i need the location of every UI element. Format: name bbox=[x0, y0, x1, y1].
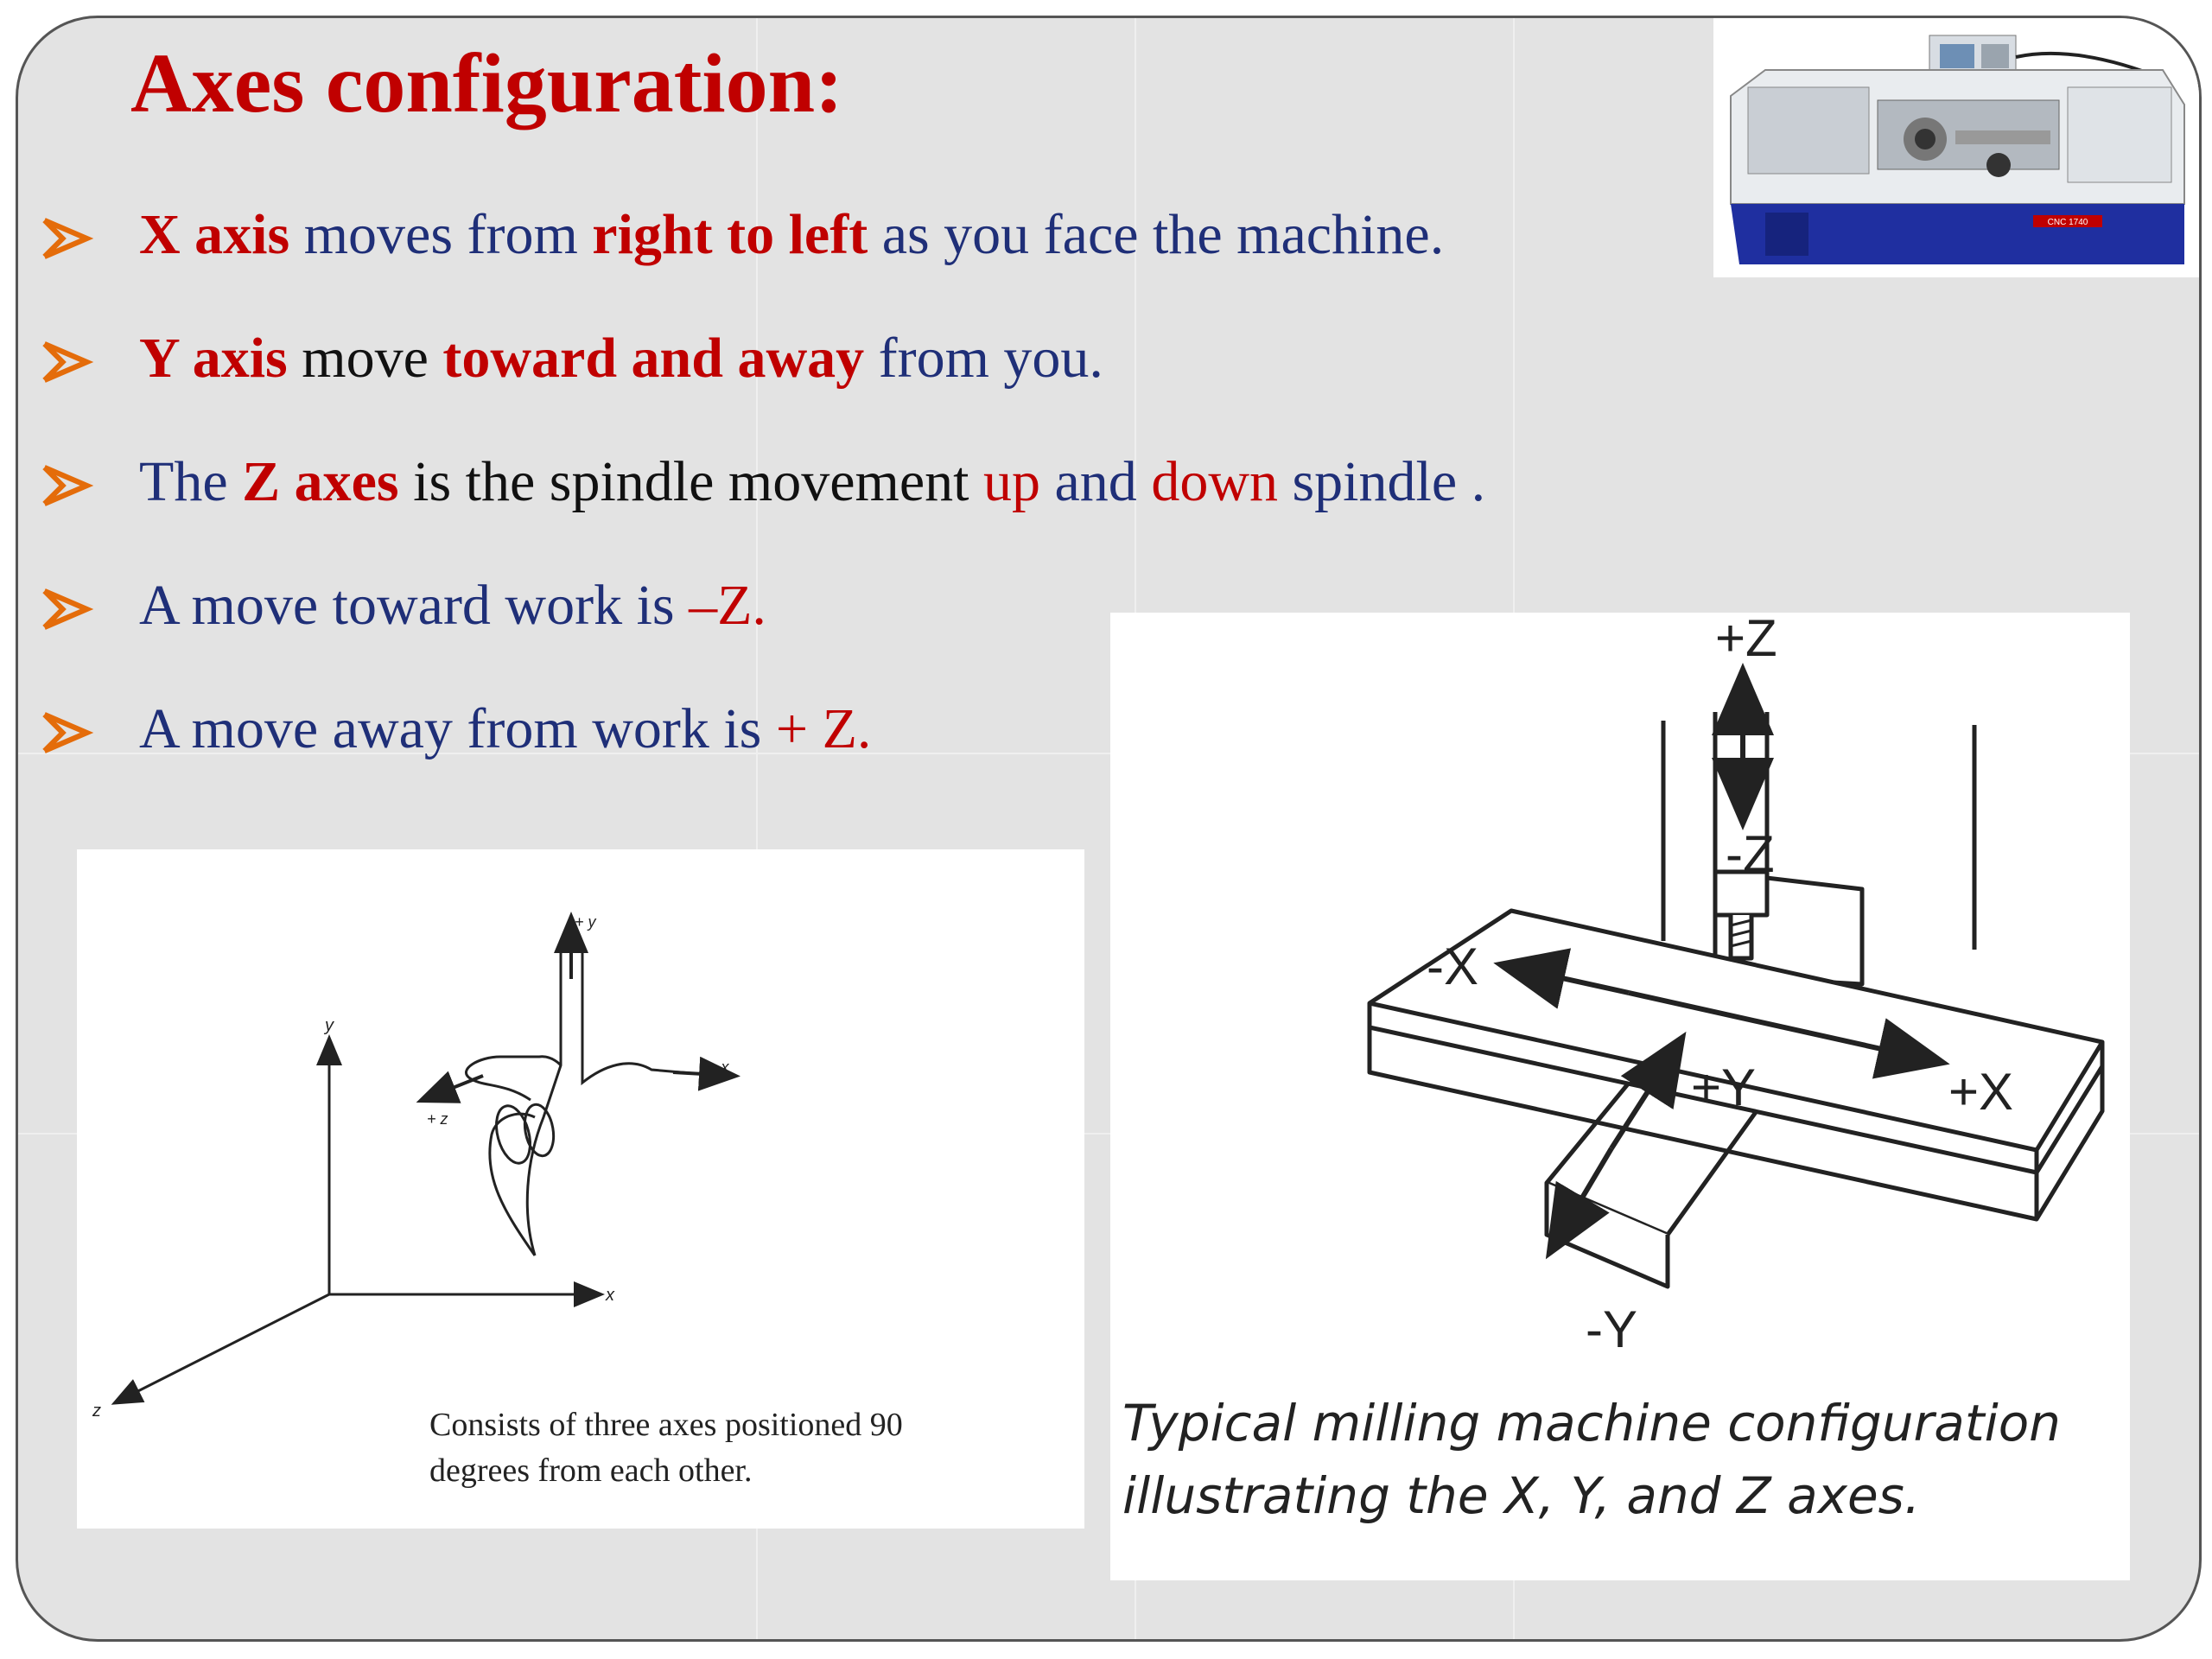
bullet-text-segment: is the spindle movement bbox=[398, 450, 984, 513]
bullet-item bbox=[35, 323, 1485, 447]
bullet-text-segment: A move toward work is bbox=[139, 574, 690, 637]
bullet-item bbox=[35, 447, 1485, 570]
milling-axes-diagram bbox=[1110, 613, 2130, 1373]
axis-z-label: z bbox=[92, 1402, 101, 1421]
bullet-text bbox=[139, 200, 1444, 271]
bullet-text-segment: toward and away bbox=[442, 327, 865, 390]
axis-x-label: x bbox=[606, 1286, 614, 1305]
milling-machine-figure bbox=[1110, 613, 2130, 1580]
axis-y-label: y bbox=[325, 1016, 334, 1035]
bullet-text-segment: X axis bbox=[139, 203, 290, 266]
bullet-text-segment: Z axes bbox=[242, 450, 399, 513]
bullet-text-segment: as you face the machine. bbox=[868, 203, 1445, 266]
minus-x-label: -X bbox=[1427, 938, 1478, 995]
bullet-text-segment: The bbox=[139, 450, 243, 513]
bullet-text-segment: down bbox=[1151, 450, 1278, 513]
hand-icon bbox=[466, 944, 721, 1255]
right-figure-caption bbox=[1122, 1387, 2125, 1532]
bullet-text-segment: and bbox=[1040, 450, 1152, 513]
bullet-text-segment: Z. bbox=[808, 697, 872, 760]
bullet-text-segment: –Z. bbox=[689, 574, 766, 637]
bullet-arrow-icon bbox=[35, 332, 96, 392]
axis-z-line bbox=[116, 1294, 329, 1402]
bullet-text bbox=[139, 323, 1103, 395]
plus-y-label: +Y bbox=[1691, 1058, 1757, 1116]
plus-z-label: +Z bbox=[1715, 613, 1777, 667]
hand-z-arrow bbox=[423, 1076, 483, 1100]
bullet-arrow-icon bbox=[35, 208, 96, 269]
cnc-lathe-icon bbox=[1713, 18, 2199, 277]
bullet-text-segment: up bbox=[983, 450, 1041, 513]
left-caption-line2: degrees from each other. bbox=[429, 1452, 753, 1490]
right-hand-rule-figure bbox=[77, 849, 1084, 1529]
slide bbox=[16, 16, 2202, 1642]
bullet-text-segment: move bbox=[287, 327, 443, 390]
bullet-text bbox=[139, 694, 871, 766]
bullet-text bbox=[139, 447, 1485, 518]
bullet-arrow-icon bbox=[35, 702, 96, 763]
hand-x-label: + x bbox=[708, 1058, 729, 1076]
right-caption-line2: illustrating the X, Y, and Z axes. bbox=[1122, 1466, 1921, 1526]
bullet-text-segment: spindle . bbox=[1277, 450, 1486, 513]
bullet-text-segment: right to left bbox=[592, 203, 868, 266]
left-caption-line1: Consists of three axes positioned 90 bbox=[429, 1407, 903, 1443]
bullet-text bbox=[139, 570, 766, 642]
bullet-item bbox=[35, 200, 1485, 323]
bullet-text-segment: + bbox=[775, 697, 809, 760]
bullet-text-segment: moves from bbox=[289, 203, 593, 266]
right-caption-line1: Typical milling machine configuration bbox=[1122, 1394, 2061, 1452]
bullet-text-segment: A move away from work is bbox=[139, 697, 776, 760]
bullet-text-segment: from you. bbox=[864, 327, 1103, 390]
minus-z-label: -Z bbox=[1726, 825, 1775, 883]
bullet-text-segment: Y axis bbox=[139, 327, 288, 390]
left-figure-caption bbox=[429, 1402, 1034, 1494]
machine-panel-label: CNC 1740 bbox=[2047, 218, 2088, 227]
hand-y-label: + y bbox=[575, 913, 596, 931]
plus-x-label: +X bbox=[1948, 1063, 2014, 1121]
bullet-arrow-icon bbox=[35, 579, 96, 639]
slide-title: Axes configuration: bbox=[130, 37, 843, 130]
cnc-lathe-image bbox=[1713, 18, 2199, 277]
hand-z-label: + z bbox=[427, 1110, 448, 1128]
minus-y-label: -Y bbox=[1586, 1300, 1637, 1358]
bullet-arrow-icon bbox=[35, 455, 96, 516]
